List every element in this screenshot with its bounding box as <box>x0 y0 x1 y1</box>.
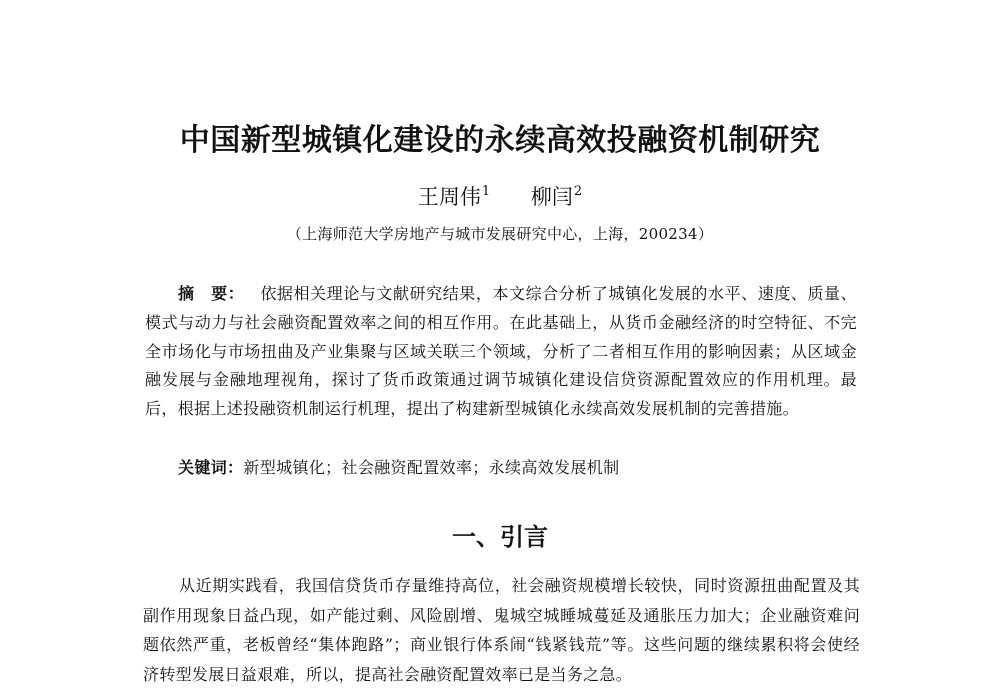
author <box>531 176 582 213</box>
author <box>418 176 490 213</box>
abstract <box>145 280 857 424</box>
abstract-text: 依据相关理论与文献研究结果，本文综合分析了城镇化发展的水平、速度、质量、模式与动力与社会融资配置效率之间的相互作用。在此基础上，从货币金融经济的时空特征、不完全市场化与市场扭曲及产业集聚与区域关联三个领域，分析了二者相互作用的影响因素；从区域金融发展与金融地理视角，探讨了货币政策通过调节城镇化建设信贷资源配置效应的作用机理。最后，根据上述投融资机制运行机理，提出了构建新型城镇化永续高效发展机制的完善措施。 <box>145 284 857 419</box>
author-affiliation-mark: 2 <box>573 184 583 199</box>
abstract-label: 摘 要： <box>178 284 245 303</box>
affiliation: （上海师范大学房地产与城市发展研究中心，上海，200234） <box>286 225 714 243</box>
keywords-text: 新型城镇化；社会融资配置效率；永续高效发展机制 <box>243 458 620 477</box>
author-line <box>0 176 1000 213</box>
section-heading: 一、引言 <box>452 523 548 551</box>
author-name: 王周伟 <box>417 185 481 209</box>
paper-title: 中国新型城镇化建设的永续高效投融资机制研究 <box>179 123 821 158</box>
author-name: 柳闫 <box>530 185 573 209</box>
keywords-label: 关键词： <box>178 458 244 477</box>
keywords <box>178 454 619 482</box>
body-paragraph: 从近期实践看，我国信贷货币存量维持高位，社会融资规模增长较快，同时资源扭曲配置及其副作用现象日益凸现，如产能过剩、风险剧增、鬼城空城睡城蔓延及通胀压力加大；企业融资难问题依然严重，老板曾经“集体跑路”；商业银行体系闹“钱紧钱荒”等。这些问题的继续累积将会使经济转型发展日益艰难，所以，提高社会融资配置效率已是当务之急。 <box>143 576 860 684</box>
author-affiliation-mark: 1 <box>481 184 491 199</box>
